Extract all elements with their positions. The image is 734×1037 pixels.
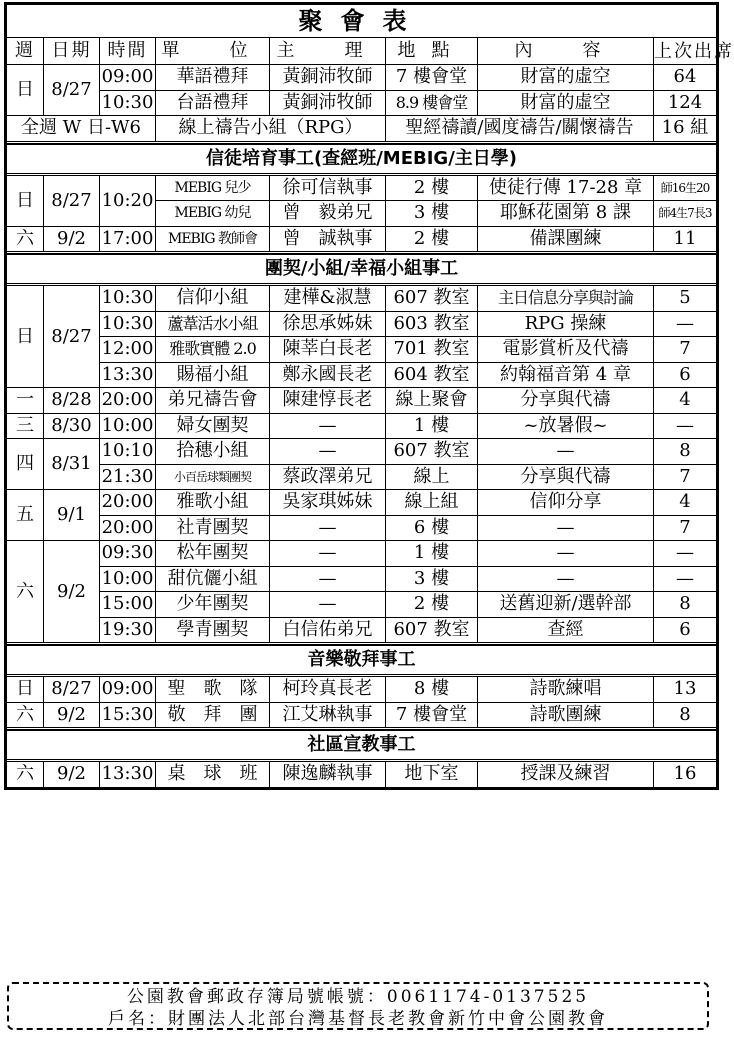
unit-cell: 台語禮拜 bbox=[156, 90, 270, 116]
week-cell: 日 bbox=[6, 286, 44, 388]
content-cell: — bbox=[478, 566, 654, 592]
time-cell: 21:30 bbox=[100, 464, 156, 490]
header-host: 主 理 bbox=[270, 38, 386, 65]
attendance-cell: 64 bbox=[654, 65, 718, 91]
schedule-table bbox=[4, 2, 734, 790]
host-cell: 江艾琳執事 bbox=[270, 702, 386, 728]
place-cell: 604 教室 bbox=[386, 362, 478, 388]
week-cell: 日 bbox=[6, 677, 44, 703]
attendance-cell: 8 bbox=[654, 592, 718, 618]
unit-cell: 信仰小組 bbox=[156, 286, 270, 312]
table-row bbox=[6, 762, 718, 789]
attendance-cell: 7 bbox=[654, 464, 718, 490]
table-row bbox=[6, 515, 718, 541]
place-cell: 607 教室 bbox=[386, 286, 478, 312]
host-cell: 曾 毅弟兄 bbox=[270, 201, 386, 227]
content-cell: RPG 操練 bbox=[478, 311, 654, 337]
date-cell: 8/31 bbox=[44, 439, 100, 490]
account-number-line: 公園教會郵政存簿局號帳號：0061174-0137525 bbox=[126, 987, 590, 1007]
time-cell: 17:00 bbox=[100, 226, 156, 252]
place-cell: 7 樓會堂 bbox=[386, 65, 478, 91]
host-cell: 白信佑弟兄 bbox=[270, 617, 386, 643]
content-cell: 約翰福音第 4 章 bbox=[478, 362, 654, 388]
time-cell: 13:30 bbox=[100, 362, 156, 388]
host-cell: — bbox=[270, 592, 386, 618]
place-cell: 603 教室 bbox=[386, 311, 478, 337]
date-cell: 9/2 bbox=[44, 226, 100, 252]
unit-cell: 弟兄禱告會 bbox=[156, 388, 270, 414]
unit-cell: 社青團契 bbox=[156, 515, 270, 541]
table-row bbox=[6, 90, 718, 116]
place-cell: 607 教室 bbox=[386, 439, 478, 465]
header-content: 內 容 bbox=[478, 38, 654, 65]
time-cell: 15:30 bbox=[100, 702, 156, 728]
table-row bbox=[6, 702, 718, 728]
week-cell: 六 bbox=[6, 762, 44, 789]
attendance-cell: — bbox=[654, 311, 718, 337]
place-cell: 8 樓 bbox=[386, 677, 478, 703]
week-cell: 日 bbox=[6, 175, 44, 226]
content-cell: 財富的虛空 bbox=[478, 90, 654, 116]
time-cell: 19:30 bbox=[100, 617, 156, 643]
place-cell: 3 樓 bbox=[386, 201, 478, 227]
attendance-cell: 11 bbox=[654, 226, 718, 252]
date-cell: 8/27 bbox=[44, 677, 100, 703]
attendance-cell: 13 bbox=[654, 677, 718, 703]
attendance-cell: 8 bbox=[654, 702, 718, 728]
account-name-line: 戶名：財團法人北部台灣基督長老教會新竹中會公園教會 bbox=[108, 1009, 608, 1029]
date-cell: 9/2 bbox=[44, 541, 100, 643]
week-cell: 六 bbox=[6, 702, 44, 728]
unit-cell: 賜福小組 bbox=[156, 362, 270, 388]
table-row bbox=[6, 175, 718, 201]
attendance-cell: — bbox=[654, 566, 718, 592]
table-row bbox=[6, 677, 718, 703]
time-cell: 10:00 bbox=[100, 566, 156, 592]
table-row bbox=[6, 617, 718, 643]
time-cell: 09:00 bbox=[100, 677, 156, 703]
content-cell: 詩歌團練 bbox=[478, 702, 654, 728]
time-cell: 13:30 bbox=[100, 762, 156, 789]
host-cell: — bbox=[270, 515, 386, 541]
content-cell: 詩歌練唱 bbox=[478, 677, 654, 703]
content-cell: 查經 bbox=[478, 617, 654, 643]
host-cell: 陳建惇長老 bbox=[270, 388, 386, 414]
week-cell: 五 bbox=[6, 490, 44, 541]
host-cell: 徐思承姊妹 bbox=[270, 311, 386, 337]
time-cell: 15:00 bbox=[100, 592, 156, 618]
table-row bbox=[6, 286, 718, 312]
header-row bbox=[6, 38, 718, 65]
attendance-cell: 7 bbox=[654, 515, 718, 541]
table-row bbox=[6, 490, 718, 516]
place-cell: 線上聚會 bbox=[386, 388, 478, 414]
unit-cell: 小百岳球類團契 bbox=[156, 464, 270, 490]
date-cell: 9/2 bbox=[44, 762, 100, 789]
host-cell: 建樺&淑慧 bbox=[270, 286, 386, 312]
place-cell: 6 樓 bbox=[386, 515, 478, 541]
time-cell: 20:00 bbox=[100, 388, 156, 414]
table-row bbox=[6, 65, 718, 91]
time-cell: 10:30 bbox=[100, 286, 156, 312]
week-cell: 四 bbox=[6, 439, 44, 490]
host-cell: 黃銅沛牧師 bbox=[270, 65, 386, 91]
time-cell: 10:20 bbox=[100, 175, 156, 226]
host-cell: 吳家琪姊妹 bbox=[270, 490, 386, 516]
host-cell: 陳逸麟執事 bbox=[270, 762, 386, 789]
attendance-cell: 4 bbox=[654, 388, 718, 414]
time-cell: 10:30 bbox=[100, 311, 156, 337]
section-title-community: 社區宣教事工 bbox=[6, 730, 718, 760]
attendance-cell: 4 bbox=[654, 490, 718, 516]
attendance-cell: 124 bbox=[654, 90, 718, 116]
unit-cell: 蘆葦活水小組 bbox=[156, 311, 270, 337]
table-row bbox=[6, 311, 718, 337]
week-cell: 三 bbox=[6, 413, 44, 439]
time-cell: 20:00 bbox=[100, 515, 156, 541]
content-cell: — bbox=[478, 439, 654, 465]
table-row bbox=[6, 337, 718, 363]
date-cell: 8/27 bbox=[44, 65, 100, 116]
unit-cell: MEBIG 兒少 bbox=[156, 175, 270, 201]
table-row bbox=[6, 541, 718, 567]
content-cell: 備課團練 bbox=[478, 226, 654, 252]
header-week: 週 bbox=[6, 38, 44, 65]
unit-cell: 華語禮拜 bbox=[156, 65, 270, 91]
content-cell: — bbox=[478, 515, 654, 541]
place-cell: 8.9 樓會堂 bbox=[386, 90, 478, 116]
content-cell: 聖經禱讀/國度禱告/關懷禱告 bbox=[386, 116, 654, 142]
table-row bbox=[6, 464, 718, 490]
header-date: 日期 bbox=[44, 38, 100, 65]
unit-cell: MEBIG 幼兒 bbox=[156, 201, 270, 227]
header-unit: 單 位 bbox=[156, 38, 270, 65]
attendance-cell: 16 bbox=[654, 762, 718, 789]
place-cell: 2 樓 bbox=[386, 175, 478, 201]
host-cell: — bbox=[270, 413, 386, 439]
content-cell: 分享與代禱 bbox=[478, 388, 654, 414]
date-cell: 8/28 bbox=[44, 388, 100, 414]
host-cell: 蔡政澤弟兄 bbox=[270, 464, 386, 490]
attendance-cell: 16 組 bbox=[654, 116, 718, 142]
host-cell: 曾 誠執事 bbox=[270, 226, 386, 252]
time-cell: 10:00 bbox=[100, 413, 156, 439]
table-row bbox=[6, 439, 718, 465]
unit-cell: 桌 球 班 bbox=[156, 762, 270, 789]
unit-cell: 學青團契 bbox=[156, 617, 270, 643]
attendance-cell: — bbox=[654, 541, 718, 567]
host-cell: 黃銅沛牧師 bbox=[270, 90, 386, 116]
place-cell: 3 樓 bbox=[386, 566, 478, 592]
date-cell: 8/27 bbox=[44, 286, 100, 388]
unit-cell: 松年團契 bbox=[156, 541, 270, 567]
unit-cell: 聖 歌 隊 bbox=[156, 677, 270, 703]
host-cell: — bbox=[270, 566, 386, 592]
section-title-music: 音樂敬拜事工 bbox=[6, 645, 718, 675]
date-cell: 9/2 bbox=[44, 702, 100, 728]
host-cell: 陳莘白長老 bbox=[270, 337, 386, 363]
attendance-cell: 6 bbox=[654, 362, 718, 388]
attendance-cell: 師16生20 bbox=[654, 175, 718, 201]
week-cell: 日 bbox=[6, 65, 44, 116]
attendance-cell: 7 bbox=[654, 337, 718, 363]
header-place: 地點 bbox=[386, 38, 478, 65]
date-cell: 8/30 bbox=[44, 413, 100, 439]
content-cell: 授課及練習 bbox=[478, 762, 654, 789]
table-row bbox=[6, 413, 718, 439]
date-cell: 9/1 bbox=[44, 490, 100, 541]
host-cell: — bbox=[270, 439, 386, 465]
page-title: 聚會表 bbox=[6, 4, 718, 38]
time-cell: 12:00 bbox=[100, 337, 156, 363]
date-cell: 8/27 bbox=[44, 175, 100, 226]
table-row bbox=[6, 566, 718, 592]
place-cell: 607 教室 bbox=[386, 617, 478, 643]
content-cell: 電影賞析及代禱 bbox=[478, 337, 654, 363]
attendance-cell: — bbox=[654, 413, 718, 439]
table-row bbox=[6, 362, 718, 388]
place-cell: 2 樓 bbox=[386, 592, 478, 618]
bank-account-footer bbox=[7, 982, 709, 1030]
header-time: 時間 bbox=[100, 38, 156, 65]
week-cell: 六 bbox=[6, 226, 44, 252]
time-cell: 09:00 bbox=[100, 65, 156, 91]
host-cell: 柯玲真長老 bbox=[270, 677, 386, 703]
content-cell: 分享與代禱 bbox=[478, 464, 654, 490]
content-cell: — bbox=[478, 541, 654, 567]
host-cell: 徐可信執事 bbox=[270, 175, 386, 201]
unit-cell: 雅歌小組 bbox=[156, 490, 270, 516]
attendance-cell: 師4生7長3 bbox=[654, 201, 718, 227]
time-cell: 10:10 bbox=[100, 439, 156, 465]
table-row bbox=[6, 388, 718, 414]
unit-cell: 少年團契 bbox=[156, 592, 270, 618]
header-attendance: 上次出席 bbox=[654, 38, 718, 65]
week-cell: 一 bbox=[6, 388, 44, 414]
unit-cell: 雅歌實體 2.0 bbox=[156, 337, 270, 363]
time-cell: 20:00 bbox=[100, 490, 156, 516]
host-cell: 鄭永國長老 bbox=[270, 362, 386, 388]
unit-cell: 婦女團契 bbox=[156, 413, 270, 439]
unit-cell: MEBIG 教師會 bbox=[156, 226, 270, 252]
attendance-cell: 8 bbox=[654, 439, 718, 465]
place-cell: 2 樓 bbox=[386, 226, 478, 252]
unit-cell: 拾穗小組 bbox=[156, 439, 270, 465]
content-cell: 耶穌花園第 8 課 bbox=[478, 201, 654, 227]
meeting-schedule bbox=[4, 2, 734, 790]
place-cell: 7 樓會堂 bbox=[386, 702, 478, 728]
unit-cell: 敬 拜 團 bbox=[156, 702, 270, 728]
time-cell: 09:30 bbox=[100, 541, 156, 567]
table-row bbox=[6, 116, 718, 142]
place-cell: 1 樓 bbox=[386, 413, 478, 439]
place-cell: 701 教室 bbox=[386, 337, 478, 363]
section-title-fellowship: 團契/小組/幸福小組事工 bbox=[6, 254, 718, 284]
week-cell: 六 bbox=[6, 541, 44, 643]
content-cell: ~放暑假~ bbox=[478, 413, 654, 439]
time-cell: 10:30 bbox=[100, 90, 156, 116]
unit-cell: 線上禱告小組（RPG） bbox=[156, 116, 386, 142]
unit-cell: 甜伉儷小組 bbox=[156, 566, 270, 592]
section-title-training: 信徒培育事工(查經班/MEBIG/主日學) bbox=[6, 144, 718, 174]
attendance-cell: 6 bbox=[654, 617, 718, 643]
place-cell: 地下室 bbox=[386, 762, 478, 789]
content-cell: 財富的虛空 bbox=[478, 65, 654, 91]
place-cell: 1 樓 bbox=[386, 541, 478, 567]
content-cell: 主日信息分享與討論 bbox=[478, 286, 654, 312]
place-cell: 線上組 bbox=[386, 490, 478, 516]
weekly-span-cell: 全週 W 日-W6 bbox=[6, 116, 156, 142]
content-cell: 使徒行傳 17-28 章 bbox=[478, 175, 654, 201]
table-row bbox=[6, 226, 718, 252]
host-cell: — bbox=[270, 541, 386, 567]
place-cell: 線上 bbox=[386, 464, 478, 490]
content-cell: 信仰分享 bbox=[478, 490, 654, 516]
attendance-cell: 5 bbox=[654, 286, 718, 312]
content-cell: 送舊迎新/選幹部 bbox=[478, 592, 654, 618]
table-row bbox=[6, 592, 718, 618]
